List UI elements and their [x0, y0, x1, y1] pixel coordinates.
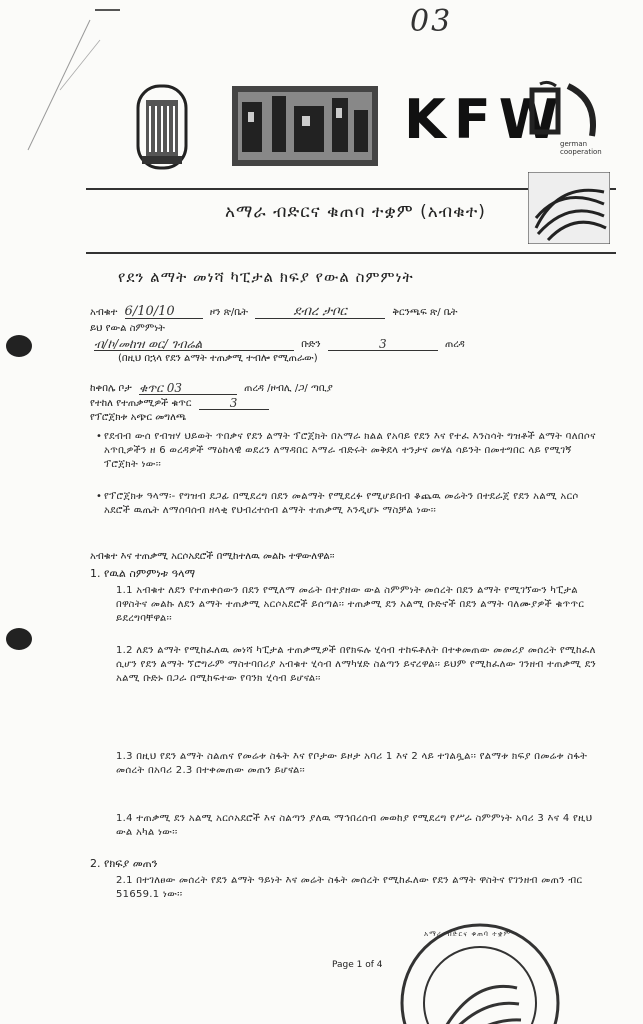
bullet-text: የደብብ ውሰ የብዝሃ ህይወት ጥበቃና የደን ልማት ፕሮጀክት በአማራ ክልል የአባይ የደን እና የተፈ እንስሳት ግዝቶች ልማት ባለበሶና አጥቢዎችን ዘ 6 ወረዳዎች ማዕከላዊ ወደረን ለማዳበር እማራ ብድሩት መቅደላ ተንታና መሃል ሳይንት በመተግበር ላይ የሚገኝ ፕሮጀክት ነው፡፡ [104, 431, 596, 470]
bullet-text: የፕሮጀክቱ ዓላማ፡- የግዝብ ደጋፊ በሚደረግ በደን መልማት የሚደረፉ የሚሆይበብ ቆጨዉ መሬትን በተደራጀ የደን አልሚ አርሶ አደሮች ዉጤት ለማሰባሰብ ዘላቂ የህብረተሰብ ልማት ተጠቃሚ እንዲሆኑ ማስቻል ነው፡፡ [104, 491, 579, 516]
project-bullet: • የፕሮጀክቱ ዓላማ፡- የግዝብ ደጋፊ በሚደረግ በደን መልማት የሚደረፉ የሚሆይበብ ቆጨዉ መሬትን በተደራጀ የደን አልሚ አርሶ አደሮች ዉጤት ለማሰባሰብ ዘላቂ የህብረተሰብ ልማት ተጠቃሚ እንዲሆኑ ማስቻል ነው፡፡ [96, 491, 579, 516]
phase-value: 3 [199, 397, 269, 410]
phase-label: የተከለ የተጠቃሚዎች ቁጥር [90, 398, 192, 409]
section-item: 2.1 በተገለፀው መሰረት የደን ልማት ዓይነት እና መሬት ስፋት መሰረት የሚከፈለው የደን ልማት ዋስትና የገንዘብ መጠን ብር 51659.1 ነው፡፡ [116, 875, 583, 900]
giz-logo [528, 80, 604, 142]
section-heading: 2. የክፍያ መጠን [90, 857, 158, 870]
scan-marks [0, 0, 140, 160]
plot-value: ቁጥር 03 [139, 382, 237, 395]
section-item: 1.2 ለደን ልማት የሚከፈለዉ መነሻ ካፒታል ተጠቃሚዎች በየክፍሉ ሂሳብ ተከፍቶለት በተቀመጠው መመሪያ መሰረት የሚከፈለ ሲሆን የደን ልማት ኘሮግራም ማስተባበሪያ አብቁተ ሂሳብ ለማካሄድ ስልጣን ይኖረዋል፡፡ ይህም የሚከፈለው ገንዘብ ተጠቃሚ ደን አልሚ ቡድኑ በጋራ በሚከፍተው የባንክ ሂሳብ ይሆናል፡፡ [116, 645, 597, 684]
date-value: 6/10/10 [125, 306, 203, 319]
section-item: 1.1 አብቁተ ለደን የተጠቀሰውን በደን የሚለማ መሬት በተያዘው ውል ስምምነት መሰረት በደን ልማት የሚገኘውን ካፒታል በዋስትና መልኩ ለደን ልማት ተጠቃሚ አርሶአደሮች ይሰጣል፡፡ ተጠቃሚ ደን አልሚ ቡድኖች በደን ልማት ባለሙያዎች ቁጥጥር ይደረግባቸዋል፡፡ [116, 585, 585, 624]
group-value: ብ/ኮ/መከዝ ወር/ ገብሬል [94, 338, 294, 351]
document-title: የደን ልማት መነሻ ካፒታል ክፍያ የውል ስምምነት [118, 268, 414, 286]
header-rule-bottom [86, 252, 616, 254]
branch-label: ዞን ጽ/ቤት [209, 307, 248, 318]
page-number-handwritten: 03 [410, 4, 453, 39]
beneficiary-note: (በዚህ በኋላ የደን ልማት ተጠቃሚ ተብሎ የሚጠራው) [118, 353, 318, 364]
organization-name: አማራ ብድርና ቁጠባ ተቋም (አብቁተ) [225, 202, 486, 222]
parties-label: ይህ የውል ስምምነት [90, 323, 165, 334]
plot-label: ከቀበሌ ቦታ [90, 383, 132, 394]
branch-value: ደብረ ታቦር [255, 306, 385, 319]
group-count-label: ቡድን [301, 339, 321, 350]
sub-branch-label: ቅርንጫፍ ጽ/ ቤት [392, 307, 458, 318]
group-line [90, 338, 465, 351]
date-branch-line [90, 306, 457, 319]
date-label: አብቁተ [90, 307, 118, 318]
amhara-emblem-logo [132, 82, 192, 172]
punch-hole [6, 628, 32, 650]
parties-sentence: አብቁተ እና ተጠቃሚ አርሶአደሮች በሚከተለዉ መልኩ ተዋውለዋል፡፡ [90, 551, 335, 562]
plot-suffix: ጠረዳ /ዞብሊ /ጋ/ ጣቢያ [244, 383, 333, 394]
group-suffix: ጠረዳ [444, 339, 465, 350]
project-description-heading: የፕሮጀክቱ አጭር መግለጫ [90, 412, 187, 423]
section-heading: 1. የዉል ስምምነቱ ዓላማ [90, 567, 196, 580]
stamp-text: አማራ ብድርና ቁጠባ ተቋም [424, 930, 512, 938]
section-item: 1.3 በዚህ የደን ልማት ስልጠና የመሬቱ ስፋት እና የቦታው ይዞታ አባሪ 1 እና 2 ላይ ተገልጿል፡፡ የልማቱ ክፍያ በመሬቱ ስፋት መሰረት በአባሪ 2.3 በተቀመጠው መጠን ይሆናል፡፡ [116, 751, 588, 776]
phase-line [90, 397, 273, 410]
section-item: 1.4 ተጠቃሚ ደን አልሚ አርሶአደሮች እና ስልጣን ያለዉ ማኅበረሰብ መወከያ የሚደረግ የሥራ ስምምነት አባሪ 3 እና 4 የዚህ ውል አካል ነው፡፡ [116, 813, 593, 838]
group-count-value: 3 [328, 338, 438, 351]
page-footer: Page 1 of 4 [332, 960, 383, 970]
kfw-logo: KFW [404, 88, 567, 151]
castle-photo-logo [232, 86, 378, 166]
acsi-swirl-logo [528, 172, 610, 244]
punch-hole [6, 335, 32, 357]
giz-caption: german cooperation [560, 140, 602, 156]
project-bullet: • የደብብ ውሰ የብዝሃ ህይወት ጥበቃና የደን ልማት ፕሮጀክት በአማራ ክልል የአባይ የደን እና የተፈ እንስሳት ግዝቶች ልማት ባለበሶና አጥቢዎችን ዘ 6 ወረዳዎች ማዕከላዊ ወደረን ለማዳበር እማራ ብድሩት መቅደላ ተንታና መሃል ሳይንት በመተግበር ላይ የሚገኝ ፕሮጀክት ነው፡፡ [96, 431, 596, 470]
plot-line [90, 382, 333, 395]
